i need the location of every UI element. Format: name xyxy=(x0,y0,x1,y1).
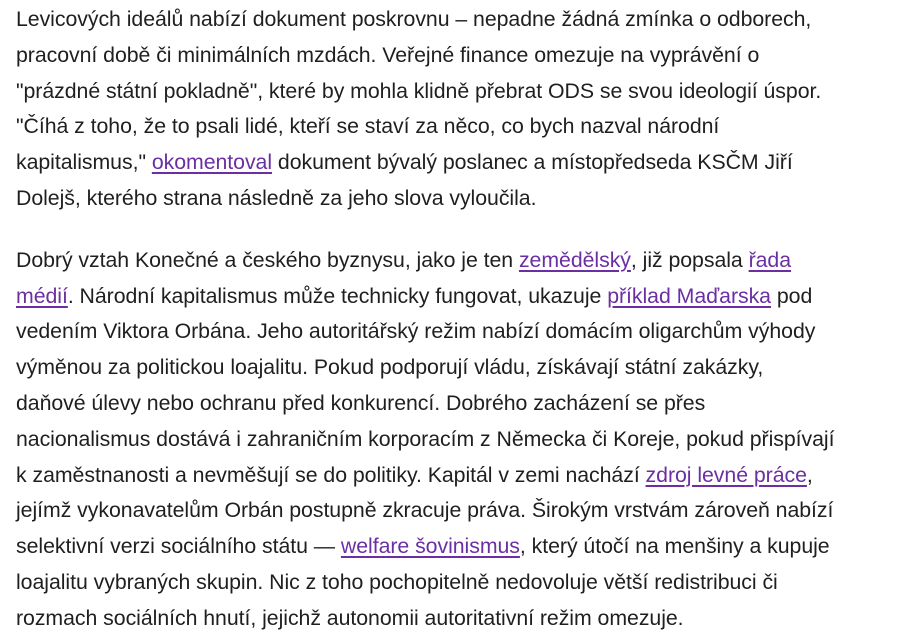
text-span: . Národní kapitalismus může technicky fungovat, ukazuje xyxy=(67,283,608,308)
text-span: , xyxy=(806,462,813,487)
paragraph-2-line-5: daňové úlevy nebo ochranu před konkurencí. Dobrého zacházení se přes xyxy=(16,390,706,415)
link-welfare-sovinismus[interactable]: welfare šovinismus xyxy=(340,534,520,559)
paragraph-2-line-4: výměnou za politickou loajalitu. Pokud podporují vládu, získávají státní zakázky, xyxy=(16,355,764,380)
paragraph-2-line-9 xyxy=(16,529,900,565)
paragraph-1-line-4: "Číhá z toho, že to psali lidé, kteří se staví za něco, co bych nazval národní xyxy=(16,114,720,139)
article-body xyxy=(16,2,900,637)
paragraph-2-line-10: loajalitu vybraných skupin. Nic z toho pochopitelně nedovoluje větší redistribuci či xyxy=(16,569,778,594)
paragraph-2-line-3: vedením Viktora Orbána. Jeho autoritářský režim nabízí domácím oligarchům výhody xyxy=(16,319,816,344)
paragraph-2 xyxy=(16,243,900,637)
link-rada-medii-part-2[interactable]: médií xyxy=(16,283,68,308)
text-span: , již popsala xyxy=(630,247,749,272)
text-span: selektivní verzi sociálního státu — xyxy=(16,534,341,559)
paragraph-1-line-2: pracovní době či minimálních mzdách. Veřejné finance omezuje na vyprávění o xyxy=(16,42,760,67)
paragraph-2-line-11: rozmach sociálních hnutí, jejichž autonomii autoritativní režim omezuje. xyxy=(16,605,684,630)
paragraph-2-line-6: nacionalismus dostává i zahraničním korporacím z Německa či Koreje, pokud přispívají xyxy=(16,426,835,451)
link-zemedelsky[interactable]: zemědělský xyxy=(518,247,631,272)
text-span: , který útočí na menšiny a kupuje xyxy=(519,534,830,559)
link-okomentoval[interactable]: okomentoval xyxy=(151,150,273,175)
text-span: k zaměstnanosti a nevměšují se do politiky. Kapitál v zemi nachází xyxy=(16,462,646,487)
link-rada-medii-part-1[interactable]: řada xyxy=(748,247,792,272)
paragraph-2-line-8: jejímž vykonavatelům Orbán postupně zkracuje práva. Širokým vrstvám zároveň nabízí xyxy=(16,498,834,523)
paragraph-1-line-3: "prázdné státní pokladně", které by mohla klidně přebrat ODS se svou ideologií úspor. xyxy=(16,78,822,103)
text-span: pod xyxy=(770,283,813,308)
paragraph-1-line-5 xyxy=(16,145,900,181)
paragraph-1-line-1: Levicových ideálů nabízí dokument poskrovnu – nepadne žádná zmínka o odborech, xyxy=(16,7,812,31)
text-span: kapitalismus," xyxy=(16,150,152,175)
paragraph-1 xyxy=(16,2,900,217)
paragraph-1-line-6: Dolejš, kterého strana následně za jeho slova vyloučila. xyxy=(16,185,537,210)
paragraph-2-line-7 xyxy=(16,458,900,494)
text-span: Dobrý vztah Konečné a českého byznysu, jako je ten xyxy=(16,247,519,272)
link-priklad-madarska[interactable]: příklad Maďarska xyxy=(607,283,771,308)
paragraph-2-line-2 xyxy=(16,279,900,315)
paragraph-2-line-1 xyxy=(16,243,900,279)
text-span: dokument bývalý poslanec a místopředseda KSČM Jiří xyxy=(272,150,793,175)
link-zdroj-levne-prace[interactable]: zdroj levné práce xyxy=(645,462,807,487)
